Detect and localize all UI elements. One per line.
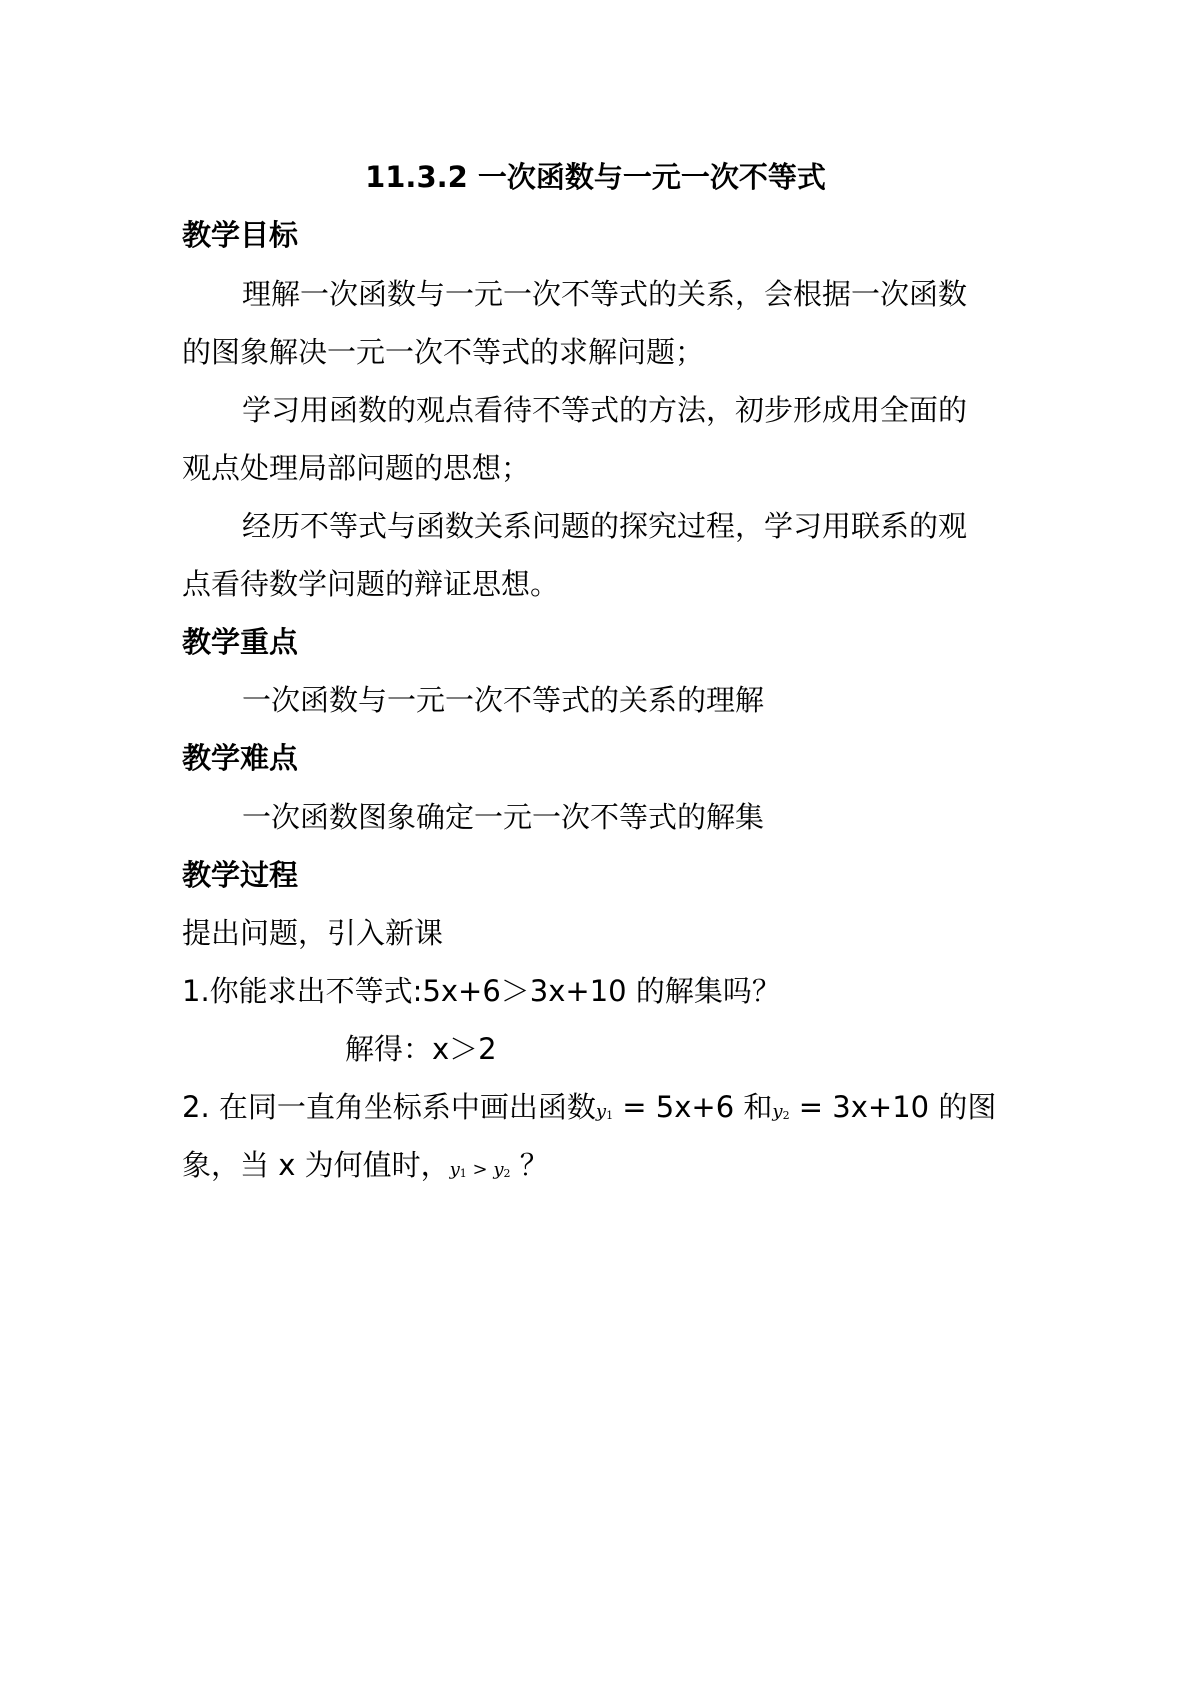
question-2-line-2 <box>182 1145 1012 1194</box>
page-title: 11.3.2 一次函数与一元一次不等式 <box>365 160 826 194</box>
objectives-paragraph-1-line-2: 的图象解决一元一次不等式的求解问题； <box>182 335 705 369</box>
question-2-line-2-suffix: ？ <box>510 1148 549 1182</box>
question-2-prefix: 2. 在同一直角坐标系中画出函数 <box>182 1090 596 1124</box>
question-1-answer: 解得：x＞2 <box>345 1032 497 1066</box>
objectives-paragraph-3-line-1: 经历不等式与函数关系问题的探究过程，学习用联系的观 <box>242 509 968 543</box>
key-points-text: 一次函数与一元一次不等式的关系的理解 <box>242 683 765 717</box>
objectives-paragraph-2-line-1: 学习用函数的观点看待不等式的方法，初步形成用全面的 <box>242 393 968 427</box>
objectives-heading: 教学目标 <box>182 218 299 252</box>
difficulties-heading: 教学难点 <box>182 741 299 775</box>
y2-symbol-comparison: $y_2$ <box>493 1159 511 1180</box>
y2-symbol: $y_2$ <box>772 1101 790 1122</box>
y1-symbol-comparison: $y_1$ <box>449 1159 467 1180</box>
function-2-expression: = 3x+10 的图 <box>789 1090 997 1124</box>
function-1-expression: = 5x+6 和 <box>613 1090 773 1124</box>
objectives-paragraph-3-line-2: 点看待数学问题的辩证思想。 <box>182 567 560 601</box>
process-heading: 教学过程 <box>182 858 299 892</box>
difficulties-text: 一次函数图象确定一元一次不等式的解集 <box>242 800 765 834</box>
greater-than-sign: > <box>466 1159 494 1180</box>
process-intro: 提出问题，引入新课 <box>182 916 444 950</box>
question-2-line-2-prefix: 象，当 x 为何值时， <box>182 1148 450 1182</box>
objectives-paragraph-1-line-1: 理解一次函数与一元一次不等式的关系，会根据一次函数 <box>242 277 968 311</box>
question-2-line-1 <box>182 1087 1012 1136</box>
y1-symbol: $y_1$ <box>595 1101 614 1122</box>
objectives-paragraph-2-line-2: 观点处理局部问题的思想； <box>182 451 531 485</box>
question-1: 1.你能求出不等式:5x+6＞3x+10 的解集吗？ <box>182 974 781 1008</box>
key-points-heading: 教学重点 <box>182 625 299 659</box>
